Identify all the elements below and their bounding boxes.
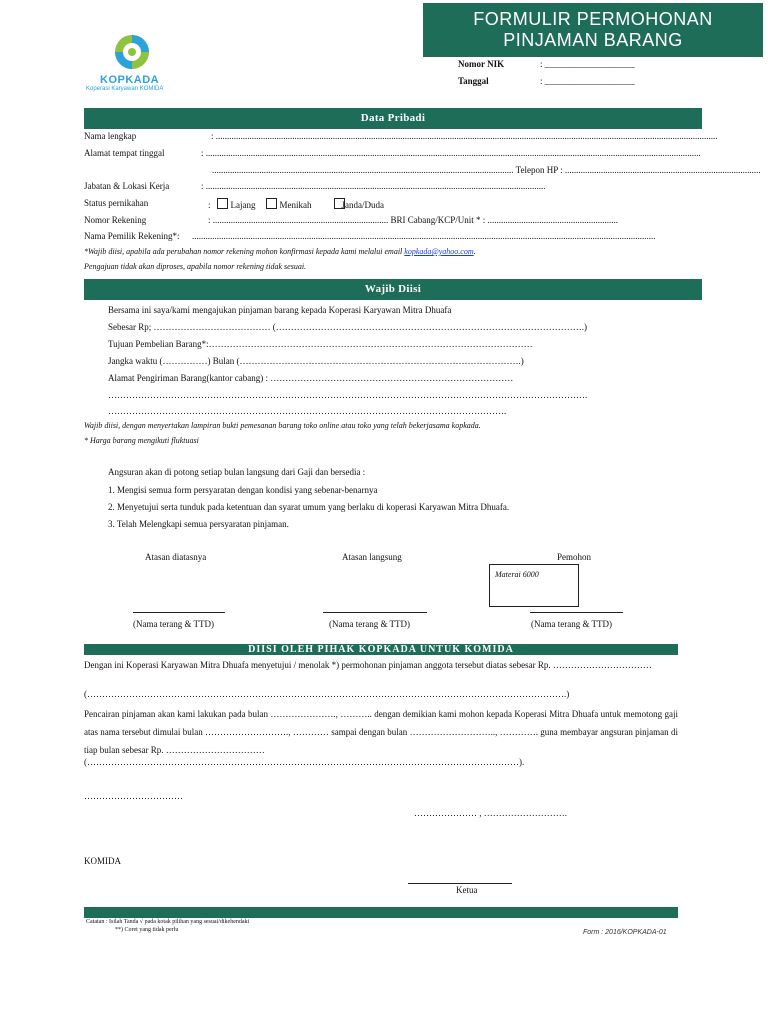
shipping-address-field[interactable]: Alamat Pengiriman Barang(kantor cabang) : ……………………………………………………………………… xyxy=(108,373,514,383)
marital-colon: : xyxy=(208,200,211,210)
chair-label: Ketua xyxy=(456,885,478,895)
section-required: Wajib Diisi xyxy=(84,279,702,300)
form-title-line2: PINJAMAN BARANG xyxy=(503,30,683,50)
signature-superior2-label: Atasan diatasnya xyxy=(145,552,207,562)
place-field[interactable]: …………………………… xyxy=(84,791,183,801)
footer-note-2: **) Coret yang tidak perlu xyxy=(115,927,179,933)
loan-purpose-field[interactable]: Tujuan Pembelian Barang*:……………………………………………………………………………………………… xyxy=(108,339,533,349)
section-komida xyxy=(84,644,678,655)
marital-label: Status pernikahan xyxy=(84,198,149,208)
section-komida-title: DIISI OLEH PIHAK KOPKADA UNTUK KOMIDA xyxy=(248,644,514,655)
name-label: Nama lengkap xyxy=(84,131,137,141)
signature-caption-superior1: (Nama terang & TTD) xyxy=(329,619,411,629)
address-field[interactable]: : ............................................................................................................................................................................................................................ xyxy=(201,148,701,158)
account-field[interactable]: : .............................................................................. BRI Cabang/KCP/Unit * : .......................................................... xyxy=(208,215,619,225)
logo-subtext: Koperasi Karyawan KOMIDA xyxy=(86,86,164,92)
signature-caption-applicant: (Nama terang & TTD) xyxy=(531,619,613,629)
account-owner-label: Nama Pemilik Rekening*: xyxy=(84,231,180,241)
account-owner-field[interactable]: .............................................................................................................................................................................................................. xyxy=(192,231,656,241)
date-label: Tanggal xyxy=(458,76,489,86)
option-married-label: Menikah xyxy=(279,200,312,210)
account-note-text: *Wajib diisi, apabila ada perubahan nomor rekening mohon konfirmasi kepada kami melalui email xyxy=(84,247,403,256)
address-phone-field[interactable]: ...................................................................................................................................... Telepon HP : ....................................................................................... xyxy=(212,165,761,175)
form-code: Form : 2016/KOPKADA-01 xyxy=(583,929,667,936)
nik-field[interactable]: : ____________________ xyxy=(540,59,635,69)
account-label: Nomor Rekening xyxy=(84,215,147,225)
installment-amount-words[interactable]: (………………………………………………………………………………………………………………………………). xyxy=(84,757,525,767)
name-field[interactable]: : ............................................................................................................................................................................................................................... xyxy=(211,131,718,141)
shipping-address-line2[interactable]: ……………………………………………………………………………………………………………………………………………. xyxy=(108,390,588,400)
date-field[interactable]: : ____________________ xyxy=(540,76,635,86)
signature-superior1-label: Atasan langsung xyxy=(342,552,402,562)
account-note xyxy=(84,247,476,257)
condition-1: 1. Mengisi semua form persyaratan dengan kondisi yang sebenar-benarnya xyxy=(108,485,378,495)
required-note: Wajib diisi, dengan menyertakan lampiran bukti pemesanan barang toko online atau toko yang telah bekerjasama kopkada. xyxy=(84,421,481,430)
footer-note-1: Catatan : Isilah Tanda √ pada kotak pilihan yang sesuai/dikehendaki xyxy=(86,919,250,925)
stamp-box[interactable] xyxy=(489,564,579,607)
chair-signature-line[interactable] xyxy=(408,883,512,884)
account-note-end: . xyxy=(473,247,476,256)
marital-options xyxy=(208,198,384,211)
approval-paragraph: Dengan ini Koperasi Karyawan Mitra Dhuafa menyetujui / menolak *) permohonan pinjaman anggota tersebut diatas sebesar Rp. …………………………… xyxy=(84,660,652,670)
footer-bar xyxy=(84,907,678,918)
komida-label: KOMIDA xyxy=(84,856,121,866)
signature-line-superior1[interactable] xyxy=(323,612,427,613)
checkbox-single[interactable] xyxy=(217,198,228,209)
price-note: * Harga barang mengikuti fluktuasi xyxy=(84,436,199,445)
signature-caption-superior2: (Nama terang & TTD) xyxy=(133,619,215,629)
form-title-box xyxy=(423,3,763,57)
company-logo xyxy=(86,30,176,92)
installment-intro: Angsuran akan di potong setiap bulan langsung dari Gaji dan bersedia : xyxy=(108,467,366,477)
section-personal-data: Data Pribadi xyxy=(84,108,702,129)
option-single-label: Lajang xyxy=(230,200,256,210)
shipping-address-line3[interactable]: ……………………………………………………………………………………………………………………. xyxy=(108,406,507,416)
signature-line-superior2[interactable] xyxy=(133,612,225,613)
condition-2: 2. Menyetujui serta tunduk pada ketentuan dan syarat umum yang berlaku di koperasi Karyawan Mitra Dhuafa. xyxy=(108,502,510,512)
nik-label: Nomor NIK xyxy=(458,59,505,69)
job-field[interactable]: : ....................................................................................................................................................... xyxy=(201,181,546,191)
logo-text: KOPKADA xyxy=(100,74,160,86)
loan-amount-field[interactable]: Sebesar Rp; ………………………………… (………………………………………………………………………………………….) xyxy=(108,322,587,332)
checkbox-married[interactable] xyxy=(266,198,277,209)
loan-intro: Bersama ini saya/kami mengajukan pinjaman barang kepada Koperasi Karyawan Mitra Dhuafa xyxy=(108,305,452,315)
stamp-label: Materai 6000 xyxy=(495,570,539,579)
place-date-field[interactable]: ………………… , ………………………. xyxy=(414,808,567,818)
processing-note: Pengajuan tidak akan diproses, apabila nomor rekening tidak sesuai. xyxy=(84,262,307,271)
loan-term-field[interactable]: Jangka waktu (……………) Bulan (………………………………………………………………………………….) xyxy=(108,356,524,366)
approval-amount-words[interactable]: (…………………………………………………………………………………………………………………………………………….) xyxy=(84,689,570,699)
signature-line-applicant[interactable] xyxy=(530,612,623,613)
job-label: Jabatan & Lokasi Kerja xyxy=(84,181,170,191)
address-label: Alamat tempat tinggal xyxy=(84,148,165,158)
kopkada-logo-icon xyxy=(86,30,176,78)
form-title-line1: FORMULIR PERMOHONAN xyxy=(473,9,713,29)
condition-3: 3. Telah Melengkapi semua persyaratan pinjaman. xyxy=(108,519,289,529)
contact-email-link[interactable]: kopkada@yahoo.com xyxy=(404,247,474,256)
signature-applicant-label: Pemohon xyxy=(557,552,592,562)
disbursement-paragraph: Pencairan pinjaman akan kami lakukan pada bulan …………………., ……….. dengan demikian kami mohon kepada Koperasi Mitra Dhuafa untuk memotong gaji atas nama tersebut dimulai bulan ………………………., ………… sampai dengan bulan ……………………….., …………. guna membayar angsuran pinjaman di tiap bulan sebesar Rp. …………………………… xyxy=(84,709,678,755)
option-widowed-label: Janda/Duda xyxy=(341,200,385,210)
